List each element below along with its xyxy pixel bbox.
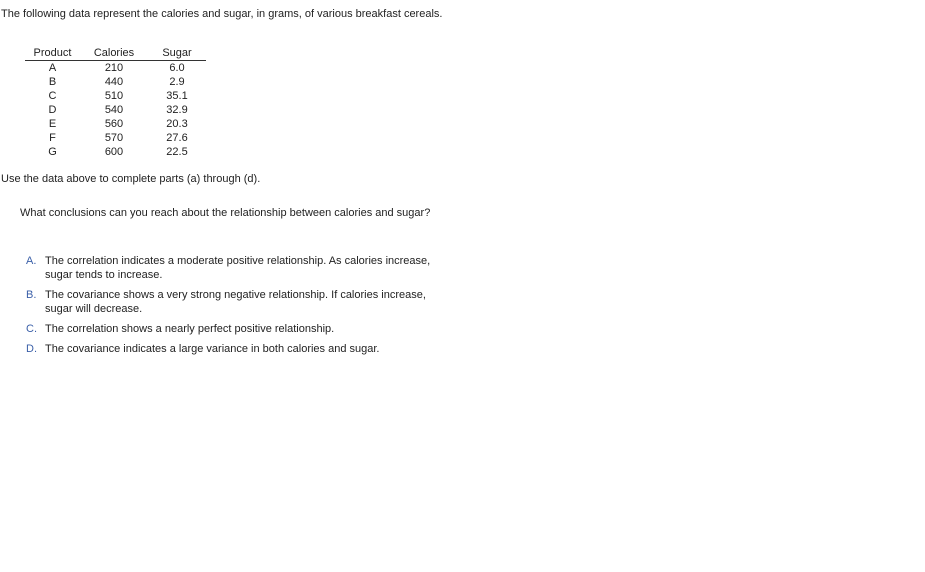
option-text[interactable]: The covariance shows a very strong negative relationship. If calories increase, sugar will decrease. bbox=[45, 289, 426, 315]
data-table bbox=[25, 46, 206, 159]
cell-product: C bbox=[48, 90, 57, 102]
cell-calories: 540 bbox=[104, 104, 124, 116]
cell-calories: 510 bbox=[104, 90, 124, 102]
option-text[interactable]: The correlation indicates a moderate positive relationship. As calories increase, sugar tends to increase. bbox=[45, 255, 431, 281]
problem-intro: The following data represent the calories and sugar, in grams, of various breakfast cereals. bbox=[1, 8, 443, 20]
cell-sugar: 20.3 bbox=[166, 118, 188, 130]
cell-sugar: 6.0 bbox=[169, 62, 185, 74]
option-text[interactable]: The covariance indicates a large variance in both calories and sugar. bbox=[45, 343, 380, 355]
table-row bbox=[25, 131, 206, 145]
cell-calories: 560 bbox=[104, 118, 124, 130]
header-product: Product bbox=[25, 46, 80, 61]
table-row bbox=[25, 145, 206, 159]
cell-product: B bbox=[48, 76, 57, 88]
cell-calories: 440 bbox=[104, 76, 124, 88]
option-letter[interactable]: D. bbox=[26, 343, 37, 355]
option-a[interactable] bbox=[26, 254, 446, 282]
cell-product: F bbox=[49, 132, 56, 144]
cell-product: E bbox=[48, 118, 57, 130]
question-text: What conclusions can you reach about the relationship between calories and sugar? bbox=[20, 207, 431, 219]
option-letter[interactable]: C. bbox=[26, 323, 37, 335]
table-row bbox=[25, 61, 206, 76]
cell-sugar: 27.6 bbox=[166, 132, 188, 144]
option-letter[interactable]: A. bbox=[26, 255, 37, 267]
option-c[interactable] bbox=[26, 322, 446, 336]
cell-product: D bbox=[48, 104, 57, 116]
table-header-row bbox=[25, 46, 206, 61]
option-d[interactable] bbox=[26, 342, 446, 356]
cell-sugar: 32.9 bbox=[166, 104, 188, 116]
cell-product: G bbox=[48, 146, 57, 158]
table-row bbox=[25, 75, 206, 89]
header-sugar: Sugar bbox=[148, 46, 206, 61]
option-text[interactable]: The correlation shows a nearly perfect positive relationship. bbox=[45, 323, 335, 335]
cell-product: A bbox=[48, 62, 57, 74]
cell-calories: 570 bbox=[104, 132, 124, 144]
table-row bbox=[25, 117, 206, 131]
answer-options bbox=[26, 254, 446, 362]
cell-sugar: 2.9 bbox=[169, 76, 185, 88]
cell-sugar: 35.1 bbox=[166, 90, 188, 102]
cell-calories: 600 bbox=[104, 146, 124, 158]
option-letter[interactable]: B. bbox=[26, 289, 37, 301]
table-row bbox=[25, 103, 206, 117]
header-calories: Calories bbox=[80, 46, 148, 61]
cell-calories: 210 bbox=[104, 62, 124, 74]
instructions: Use the data above to complete parts (a) through (d). bbox=[1, 173, 261, 185]
table-row bbox=[25, 89, 206, 103]
cell-sugar: 22.5 bbox=[166, 146, 188, 158]
option-b[interactable] bbox=[26, 288, 446, 316]
